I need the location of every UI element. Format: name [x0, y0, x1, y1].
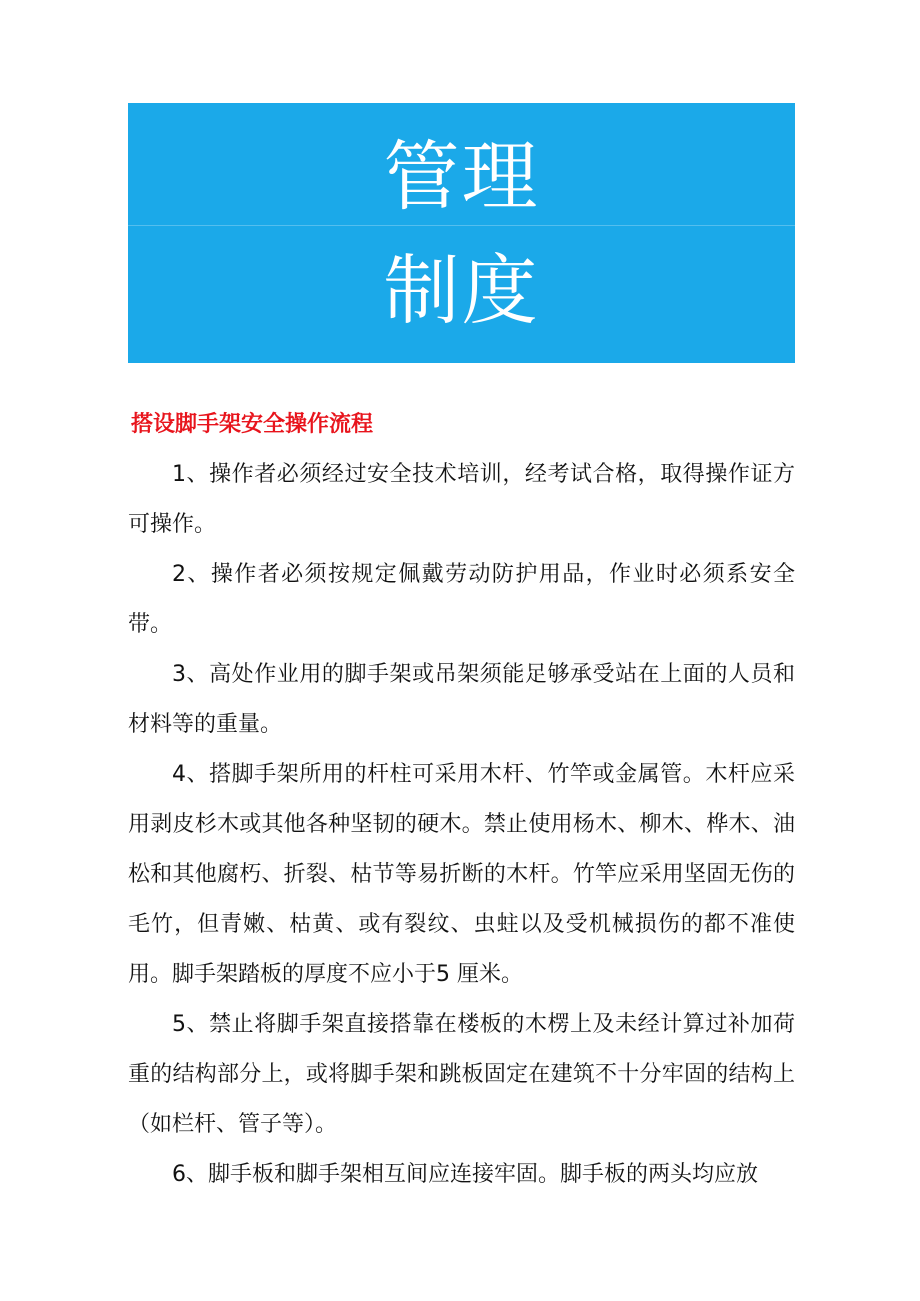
paragraph-6: 6、脚手板和脚手架相互间应连接牢固。脚手板的两头均应放: [172, 1162, 758, 1187]
title-banner: [128, 103, 795, 363]
banner-title-line-2: 制度: [383, 246, 540, 335]
paragraph-3: 3、高处作业用的脚手架或吊架须能足够承受站在上面的人员和材料等的重量。: [128, 662, 795, 737]
document-body: [128, 450, 795, 1200]
section-heading: 搭设脚手架安全操作流程: [131, 412, 374, 437]
banner-title-line-1: 管理: [383, 132, 540, 221]
banner-divider: [128, 225, 795, 226]
paragraph-2: 2、操作者必须按规定佩戴劳动防护用品，作业时必须系安全带。: [128, 562, 795, 637]
paragraph-5: 5、禁止将脚手架直接搭靠在楼板的木楞上及未经计算过补加荷重的结构部分上，或将脚手架和跳板固定在建筑不十分牢固的结构上（如栏杆、管子等）。: [128, 1012, 795, 1137]
paragraph-4: 4、搭脚手架所用的杆柱可采用木杆、竹竿或金属管。木杆应采用剥皮杉木或其他各种坚韧的硬木。禁止使用杨木、柳木、桦木、油松和其他腐朽、折裂、枯节等易折断的木杆。竹竿应采用坚固无伤的毛竹，但青嫩、枯黄、或有裂纹、虫蛀以及受机械损伤的都不准使用。脚手架踏板的厚度不应小于5 厘米。: [128, 762, 795, 987]
paragraph-1: 1、操作者必须经过安全技术培训，经考试合格，取得操作证方可操作。: [128, 462, 795, 537]
